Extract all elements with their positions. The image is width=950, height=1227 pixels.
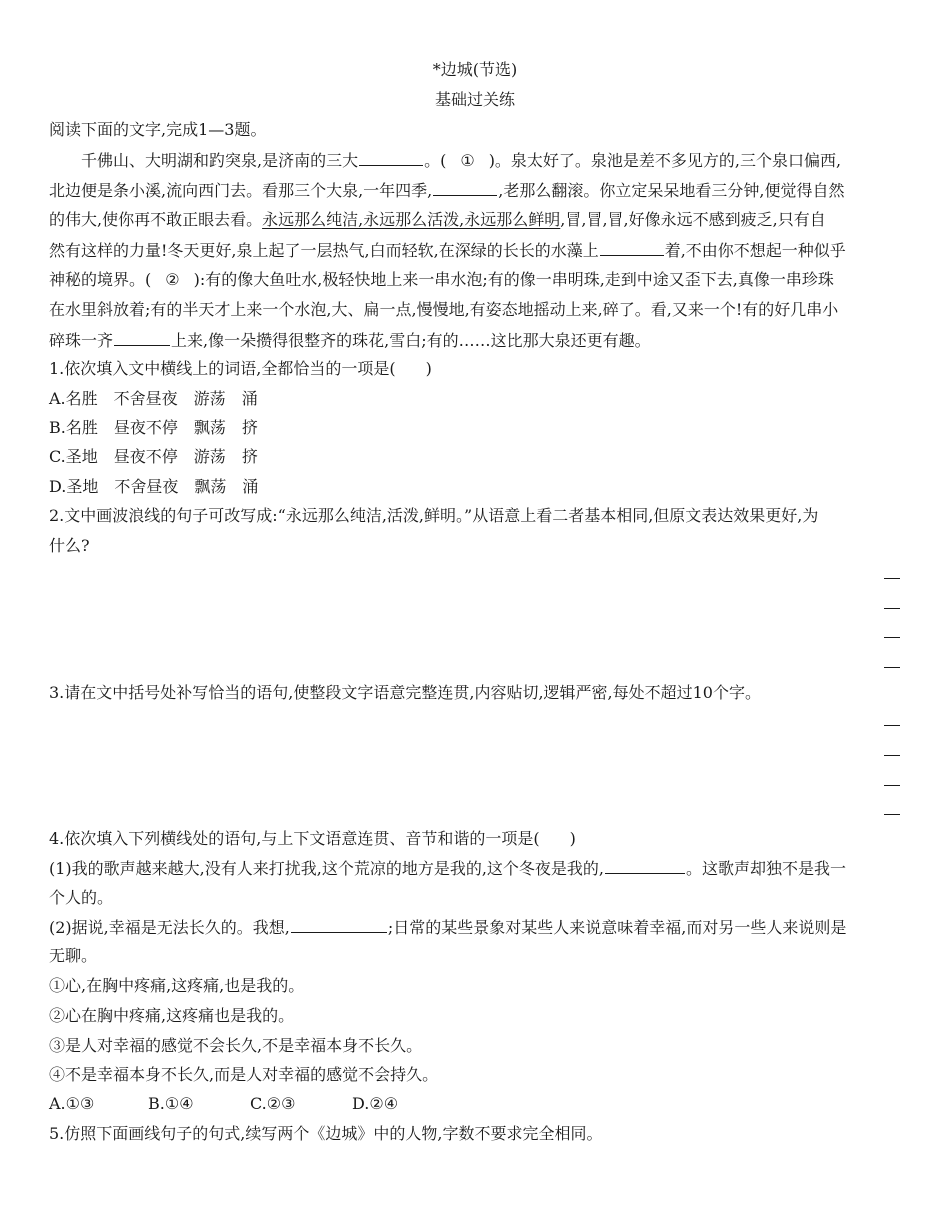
question-1-stem: 1.依次填入文中横线上的词语,全都恰当的一项是( ) bbox=[49, 359, 432, 378]
passage-text: 上来,像一朵攒得很整齐的珠花,雪白;有的……这比那大泉还更有趣。 bbox=[171, 331, 651, 350]
subtitle: 基础过关练 bbox=[434, 90, 515, 109]
passage-text: 着,不由你不想起一种似乎 bbox=[664, 241, 846, 260]
answer-blank-6[interactable] bbox=[291, 916, 387, 933]
passage-text: 的伟大,使你再不敢正眼去看。 bbox=[49, 210, 263, 229]
passage-line-1 bbox=[81, 149, 841, 172]
question-2-line-1: 2.文中画波浪线的句子可改写成:“永远那么纯洁,活泼,鲜明。”从语意上看二者基本相同,但原文表达效果更好,为 bbox=[49, 506, 819, 525]
q4-sentence-1-cont: 个人的。 bbox=[49, 888, 114, 907]
passage-text: ):有的像大鱼吐水,极轻快地上来一串水泡;有的像一串明珠,走到中途又歪下去,真像一串珍珠 bbox=[193, 270, 834, 289]
q4-sentence-2-cont: 无聊。 bbox=[49, 946, 98, 965]
title: *边城(节选) bbox=[432, 60, 518, 79]
answer-line[interactable] bbox=[884, 785, 900, 786]
question-4-stem: 4.依次填入下列横线处的语句,与上下文语意连贯、音节和谐的一项是( ) bbox=[49, 829, 576, 848]
q4-choice-d[interactable]: D.②④ bbox=[352, 1094, 399, 1113]
passage-text: 在水里斜放着;有的半天才上来一个水泡,大、扁一点,慢慢地,有姿态地摇动上来,碎了。看,又来一个!有的好几串小 bbox=[49, 300, 839, 319]
answer-line[interactable] bbox=[884, 637, 900, 638]
passage-text: ,冒,冒,冒,好像永远不感到疲乏,只有自 bbox=[560, 210, 826, 229]
q4-item-2: ②心在胸中疼痛,这疼痛也是我的。 bbox=[49, 1006, 295, 1025]
answer-line[interactable] bbox=[884, 814, 900, 815]
passage-line-4 bbox=[49, 239, 846, 262]
answer-line[interactable] bbox=[884, 608, 900, 609]
passage-text: 然有这样的力量!冬天更好,泉上起了一层热气,白而轻软,在深绿的长长的水藻上 bbox=[49, 241, 599, 260]
passage-line-6 bbox=[49, 299, 838, 321]
passage-text: )。泉太好了。泉池是差不多见方的,三个泉口偏西, bbox=[488, 151, 842, 170]
q4-item-3: ③是人对幸福的感觉不会长久,不是幸福本身不长久。 bbox=[49, 1036, 423, 1055]
passage-text: 北边便是条小溪,流向西门去。看那三个大泉,一年四季, bbox=[49, 181, 433, 200]
q1-option-b[interactable]: B.名胜 昼夜不停 飘荡 挤 bbox=[49, 418, 258, 437]
passage-line-5 bbox=[49, 269, 834, 291]
passage-text: 。( bbox=[424, 151, 447, 170]
answer-line[interactable] bbox=[884, 578, 900, 579]
passage-text: 碎珠一齐 bbox=[49, 331, 114, 350]
answer-line[interactable] bbox=[884, 725, 900, 726]
q1-option-a[interactable]: A.名胜 不舍昼夜 游荡 涌 bbox=[49, 389, 258, 408]
circled-marker: ① bbox=[460, 151, 475, 170]
q4-choice-a[interactable]: A.①③ bbox=[49, 1094, 95, 1113]
wavy-underlined-sentence: 永远那么纯洁,永远那么活泼,永远那么鲜明 bbox=[262, 210, 561, 229]
answer-blank-3[interactable] bbox=[600, 239, 664, 256]
passage-text: 神秘的境界。( bbox=[49, 270, 152, 289]
passage-text: ,老那么翻滚。你立定呆呆地看三分钟,便觉得自然 bbox=[498, 181, 845, 200]
passage-text: 千佛山、大明湖和趵突泉,是济南的三大 bbox=[81, 151, 359, 170]
question-3-line-1: 3.请在文中括号处补写恰当的语句,使整段文字语意完整连贯,内容贴切,逻辑严密,每处不超过10个字。 bbox=[49, 683, 761, 702]
passage-line-7 bbox=[49, 329, 651, 352]
instruction: 阅读下面的文字,完成1—3题。 bbox=[49, 120, 267, 139]
q1-option-c[interactable]: C.圣地 昼夜不停 游荡 挤 bbox=[49, 447, 258, 466]
passage-line-2 bbox=[49, 179, 844, 202]
q4-item-1: ①心,在胸中疼痛,这疼痛,也是我的。 bbox=[49, 976, 305, 995]
answer-blank-1[interactable] bbox=[359, 149, 423, 166]
answer-line[interactable] bbox=[884, 667, 900, 668]
q1-option-d[interactable]: D.圣地 不舍昼夜 飘荡 涌 bbox=[49, 477, 259, 496]
answer-blank-5[interactable] bbox=[605, 857, 685, 874]
answer-blank-4[interactable] bbox=[114, 329, 170, 346]
q4-item-4: ④不是幸福本身不长久,而是人对幸福的感觉不会持久。 bbox=[49, 1065, 439, 1084]
q4-sentence-1: (1)我的歌声越来越大,没有人来打扰我,这个荒凉的地方是我的,这个冬夜是我的, 。这歌声却独不是我一 bbox=[49, 859, 847, 878]
answer-line[interactable] bbox=[884, 755, 900, 756]
question-5-line-1: 5.仿照下面画线句子的句式,续写两个《边城》中的人物,字数不要求完全相同。 bbox=[49, 1124, 603, 1143]
passage-line-3 bbox=[49, 209, 826, 231]
q4-choice-c[interactable]: C.②③ bbox=[250, 1094, 296, 1113]
q4-choice-b[interactable]: B.①④ bbox=[148, 1094, 194, 1113]
circled-marker: ② bbox=[165, 270, 180, 289]
q4-sentence-2: (2)据说,幸福是无法长久的。我想, ;日常的某些景象对某些人来说意味着幸福,而对另一些人来说则是 bbox=[49, 918, 847, 937]
question-2-line-2: 什么? bbox=[49, 536, 90, 555]
answer-blank-2[interactable] bbox=[433, 179, 497, 196]
